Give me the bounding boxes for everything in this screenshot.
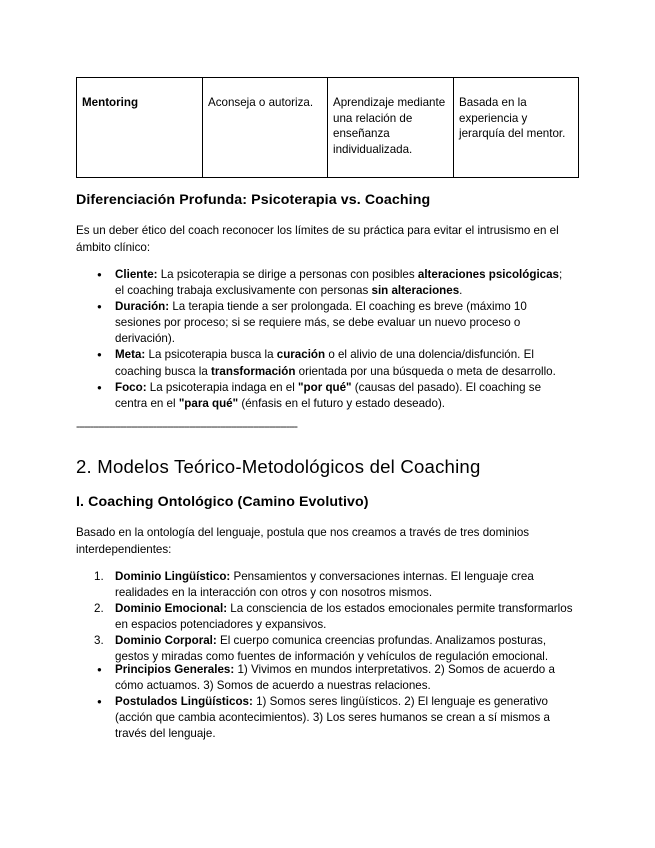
list-item: ● Meta: La psicoterapia busca la curación o el alivio de una dolencia/disfunción. El coaching busca la transformación orientada por una búsqueda o meta de desarrollo. — [76, 347, 574, 379]
principios-bullet-list — [76, 662, 574, 742]
comparison-table — [76, 77, 579, 178]
list-item: ● Postulados Lingüísticos: 1) Somos seres lingüísticos. 2) El lenguaje es generativo (acción que cambia acontecimientos). 3) Los seres humanos se crean a sí mismos a través del lenguaje. — [76, 694, 574, 742]
list-item: 1. Dominio Lingüístico: Pensamientos y conversaciones internas. El lenguaje crea realidades en la interacción con otros y con nosotros mismos. — [94, 570, 534, 600]
section-heading-psicoterapia: Diferenciación Profunda: Psicoterapia vs. Coaching — [76, 192, 431, 208]
list-item: ● Foco: La psicoterapia indaga en el "por qué" (causas del pasado). El coaching se centra en el "para qué" (énfasis en el futuro y estado deseado). — [76, 380, 574, 412]
table-row — [77, 78, 579, 178]
page-title: 2. Modelos Teórico-Metodológicos del Coaching — [76, 456, 481, 477]
table-cell-role: Aconseja o autoriza. — [203, 78, 328, 178]
horizontal-separator: -------------------------------------------------------------------------------- — [76, 420, 297, 433]
intro-paragraph-1: Es un deber ético del coach reconocer los límites de su práctica para evitar el intrusismo en el ámbito clínico: — [76, 224, 559, 254]
psicoterapia-bullet-list — [76, 267, 574, 412]
list-item: 2. Dominio Emocional: La consciencia de los estados emocionales permite transformarlos en espacios potenciadores y expansivos. — [94, 602, 573, 632]
table-cell-method: Aprendizaje mediante una relación de enseñanza individualizada. — [328, 78, 454, 178]
dominios-numbered-list — [76, 569, 574, 666]
table-cell-basis: Basada en la experiencia y jerarquía del mentor. — [454, 78, 579, 178]
list-item: ● Principios Generales: 1) Vivimos en mundos interpretativos. 2) Somos de acuerdo a cómo actuamos. 3) Somos de acuerdo a nuestras relaciones. — [76, 662, 574, 694]
list-item: ● Cliente: La psicoterapia se dirige a personas con posibles alteraciones psicológicas; el coaching trabaja exclusivamente con personas sin alteraciones. — [76, 267, 574, 299]
subheading-coaching-ontologico: I. Coaching Ontológico (Camino Evolutivo) — [76, 494, 369, 510]
intro-paragraph-2: Basado en la ontología del lenguaje, postula que nos creamos a través de tres dominios interdependientes: — [76, 526, 530, 556]
list-item: ● Duración: La terapia tiende a ser prolongada. El coaching es breve (máximo 10 sesiones por proceso; si se requiere más, se debe evaluar un nuevo proceso o derivación). — [76, 299, 574, 347]
list-item: 3. Dominio Corporal: El cuerpo comunica creencias profundas. Analizamos posturas, gestos y miradas como fuentes de información y vehículos de regulación emocional. — [94, 634, 549, 664]
table-cell-term: Mentoring — [77, 78, 203, 178]
